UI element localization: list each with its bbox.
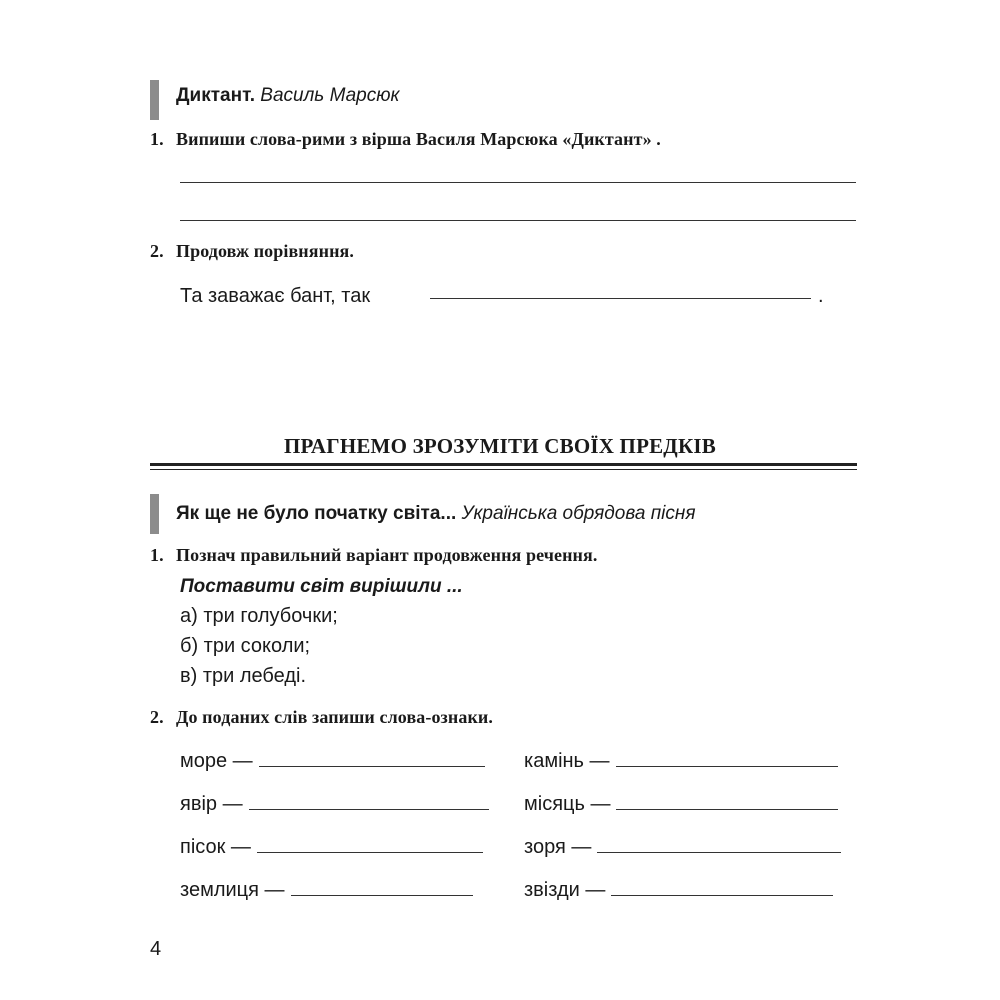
task-number: 2. [150, 707, 164, 727]
task-number: 1. [150, 129, 164, 149]
section-title [176, 503, 696, 525]
task-text: Продовж порівняння. [176, 241, 354, 261]
word-item [180, 879, 473, 902]
word-label: зоря — [524, 836, 592, 858]
section-title [176, 85, 400, 107]
option-c[interactable]: в) три лебеді. [180, 665, 307, 687]
word-item [524, 836, 841, 859]
word-item [180, 750, 485, 773]
option-a[interactable]: а) три голубочки; [180, 605, 338, 627]
task-text: Випиши слова-рими з вірша Василя Марсюка «Диктант» . [176, 129, 661, 149]
word-label: камінь — [524, 750, 610, 772]
chapter-title: ПРАГНЕМО ЗРОЗУМІТИ СВОЇХ ПРЕДКІВ [284, 434, 716, 458]
task-number: 1. [150, 545, 164, 565]
word-label: землиця — [180, 879, 285, 901]
section-genre: Українська обрядова пісня [461, 503, 696, 524]
chapter-rule-thin [150, 469, 857, 470]
word-label: море — [180, 750, 253, 772]
chapter-rule-thick [150, 463, 857, 466]
answer-line-2[interactable] [180, 220, 856, 221]
comparison-sentence [180, 285, 370, 308]
task-1 [150, 129, 661, 150]
word-label: звізди — [524, 879, 606, 901]
word-label: пісок — [180, 836, 251, 858]
word-item [524, 793, 838, 816]
word-answer-line[interactable] [259, 765, 485, 767]
word-answer-line[interactable] [291, 894, 473, 896]
task-2 [150, 707, 493, 728]
comparison-answer-line[interactable] [430, 298, 811, 299]
word-item [524, 879, 833, 902]
word-answer-line[interactable] [249, 808, 489, 810]
word-answer-line[interactable] [616, 765, 838, 767]
word-item [524, 750, 838, 773]
word-answer-line[interactable] [616, 808, 838, 810]
task-text: Познач правильний варіант продовження речення. [176, 545, 598, 565]
word-answer-line[interactable] [597, 851, 841, 853]
task-prompt: Поставити світ вирішили ... [180, 576, 463, 597]
sentence-end: . [818, 285, 824, 307]
section-title-main: Як ще не було початку світа... [176, 503, 457, 524]
word-answer-line[interactable] [257, 851, 483, 853]
sentence-start: Та заважає бант, так [180, 285, 371, 307]
section-marker-bar [150, 494, 159, 534]
section-marker-bar [150, 80, 159, 120]
task-text: До поданих слів запиши слова-ознаки. [176, 707, 494, 727]
word-item [180, 793, 489, 816]
word-item [180, 836, 483, 859]
option-b[interactable]: б) три соколи; [180, 635, 311, 657]
task-1 [150, 545, 597, 566]
task-2 [150, 241, 354, 262]
section-title-main: Диктант. [176, 85, 255, 106]
section-author: Василь Марсюк [260, 85, 400, 106]
word-label: місяць — [524, 793, 611, 815]
answer-line-1[interactable] [180, 182, 856, 183]
word-answer-line[interactable] [611, 894, 833, 896]
task-number: 2. [150, 241, 164, 261]
word-label: явір — [180, 793, 243, 815]
page-number: 4 [150, 938, 162, 960]
